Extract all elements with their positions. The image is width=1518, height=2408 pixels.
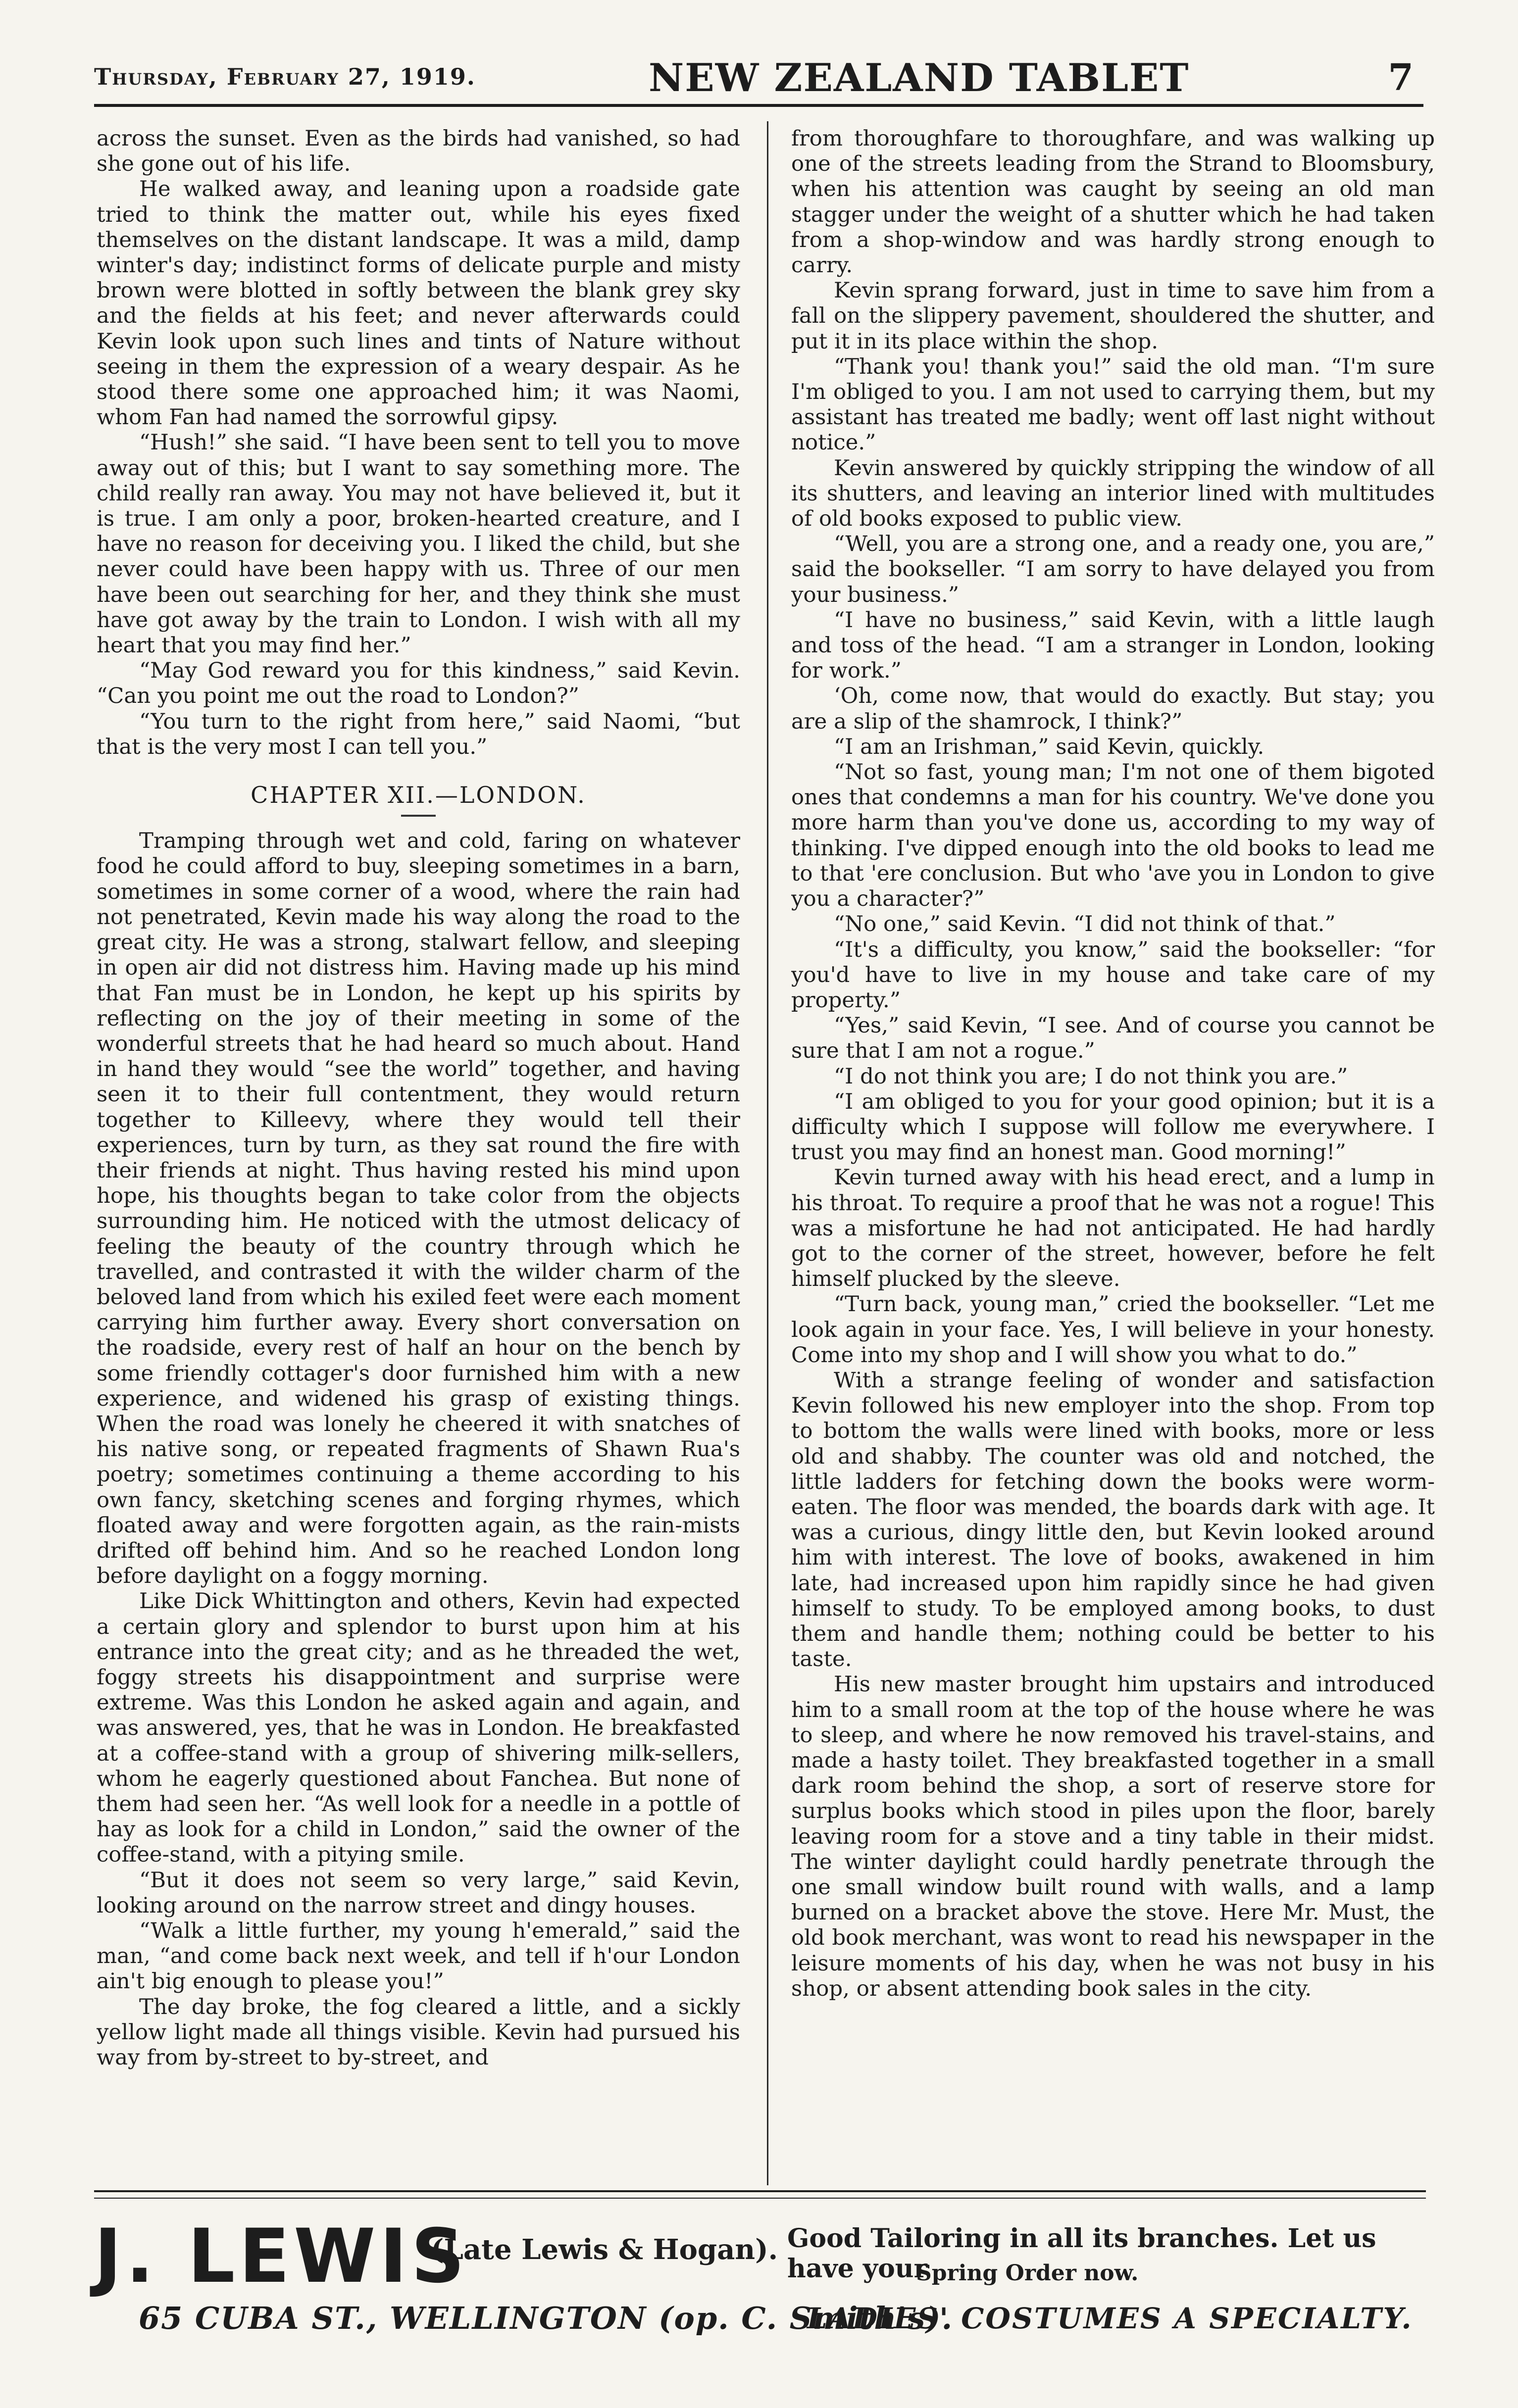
paragraph: from thoroughfare to thoroughfare, and was walking up one of the streets leading from the Strand to Bloomsbury, when his attention was caught by seeing an old man stagger under the weight of a shutter which he had taken from a shop-window and was hardly strong enough to carry. <box>791 126 1435 278</box>
paragraph: “You turn to the right from here,” said Naomi, “but that is the very most I can tell you.” <box>97 709 740 759</box>
issue-date: Thursday, February 27, 1919. <box>94 63 476 90</box>
paragraph: With a strange feeling of wonder and satisfaction Kevin followed his new employer into the shop. From top to bottom the walls were lined with books, more or less old and shabby. The counter was old and notched, the little ladders for fetching down the books were worm-eaten. The floor was mended, the boards dark with age. It was a curious, dingy little den, but Kevin looked around him with interest. The love of books, awakened in him late, had increased upon him rapidly since he had given himself to study. To be employed among books, to dust them and handle them; nothing could be better to his taste. <box>791 1368 1435 1672</box>
paragraph: His new master brought him upstairs and introduced him to a small room at the top of the house where he was to sleep, and where he now removed his travel-stains, and made a hasty toilet. They breakfasted together in a small dark room behind the shop, a sort of reserve store for surplus books which stood in piles upon the floor, barely leaving room for a stove and a tiny table in their midst. The winter daylight could hardly penetrate through the one small window built round with walls, and a lamp burned on a bracket above the stove. Here Mr. Must, the old book merchant, was wont to read his newspaper in the leisure moments of his day, when he was not busy in his shop, or absent attending book sales in the city. <box>791 1672 1435 2001</box>
advertisement-specialty: LADIES' COSTUMES A SPECIALTY. <box>807 2302 1413 2335</box>
paragraph: “Not so fast, young man; I'm not one of them bigoted ones that condemns a man for his country. We've done you more harm than you've done us, according to my way of thinking. I've dipped enough into the old books to lead me to that 'ere conclusion. But who 'ave you in London to give you a character?” <box>791 760 1435 912</box>
left-column <box>97 126 740 2175</box>
paragraph: ‘Oh, come now, that would do exactly. But stay; you are a slip of the shamrock, I think?” <box>791 684 1435 734</box>
paragraph: Like Dick Whittington and others, Kevin had expected a certain glory and splendor to burst upon him at his entrance into the great city; and as he threaded the wet, foggy streets his disappointment and surprise were extreme. Was this London he asked again and again, and was answered, yes, that he was in London. He breakfasted at a coffee-stand with a group of shivering milk-sellers, whom he eagerly questioned about Fanchea. But none of them had seen her. “As well look for a needle in a pottle of hay as look for a child in London,” said the owner of the coffee-stand, with a pitying smile. <box>97 1589 740 1867</box>
paragraph: “Thank you! thank you!” said the old man. “I'm sure I'm obliged to you. I am not used to carrying them, but my assistant has treated me badly; went off last night without notice.” <box>791 354 1435 455</box>
advertisement-tagline: Spring Order now. <box>916 2261 1139 2286</box>
paragraph: “I do not think you are; I do not think you are.” <box>834 1064 1348 1089</box>
paragraph: “May God reward you for this kindness,” said Kevin. “Can you point me out the road to London?” <box>97 658 740 709</box>
paragraph: “I am an Irishman,” said Kevin, quickly. <box>834 734 1265 759</box>
paragraph: Kevin turned away with his head erect, and a lump in his throat. To require a proof that he was not a rogue! This was a misfortune he had not anticipated. He had hardly got to the corner of the street, however, before he felt himself plucked by the sleeve. <box>791 1165 1435 1292</box>
paragraph: “Walk a little further, my young h'emerald,” said the man, “and come back next week, and tell if h'our London ain't big enough to please you!” <box>97 1918 740 1994</box>
advertiser-address: 65 CUBA ST., WELLINGTON (op. C. Smith's). <box>139 2300 954 2336</box>
chapter-divider <box>401 815 436 817</box>
newspaper-title: NEW ZEALAND TABLET <box>649 55 1190 100</box>
advertisement <box>94 2213 1426 2362</box>
advertiser-name: J. LEWIS <box>94 2213 469 2300</box>
advertisement-tagline: Good Tailoring in all its branches. Let us have your <box>787 2223 1376 2284</box>
paragraph: Kevin answered by quickly stripping the window of all its shutters, and leaving an interior lined with multitudes of old books exposed to public view. <box>791 455 1435 532</box>
paragraph: across the sunset. Even as the birds had vanished, so had she gone out of his life. <box>97 126 740 177</box>
paragraph: “I have no business,” said Kevin, with a little laugh and toss of the head. “I am a stranger in London, looking for work.” <box>791 607 1435 684</box>
right-column <box>791 126 1435 2175</box>
paragraph: Tramping through wet and cold, faring on whatever food he could afford to buy, sleeping sometimes in a barn, sometimes in some corner of a wood, where the rain had not penetrated, Kevin made his way along the road to the great city. He was a strong, stalwart fellow, and sleeping in open air did not distress him. Having made up his mind that Fan must be in London, he kept up his spirits by reflecting on the joy of their meeting in some of the wonderful streets that he had heard so much about. Hand in hand they would “see the world” together, and having seen it to their full contentment, they would return together to Killeevy, where they would tell their experiences, turn by turn, as they sat round the fire with their friends at night. Thus having rested his mind upon hope, his thoughts began to take color from the objects surrounding him. He noticed with the utmost delicacy of feeling the beauty of the country through which he travelled, and contrasted it with the wilder charm of the beloved land from which his exiled feet were each moment carrying him further away. Every short conversation on the roadside, every rest of half an hour on the bench by some friendly cottager's door furnished him with a new experience, and widened his grasp of existing things. When the road was lonely he cheered it with snatches of his native song, or repeated fragments of Shawn Rua's poetry; sometimes continuing a theme according to his own fancy, sketching scenes and forging rhymes, which floated away and were forgotten again, as the rain-mists drifted off behind him. And so he reached London long before daylight on a foggy morning. <box>97 829 740 1589</box>
paragraph: “No one,” said Kevin. “I did not think of that.” <box>834 912 1336 937</box>
paragraph: “It's a difficulty, you know,” said the bookseller: “for you'd have to live in my house and take care of my property.” <box>791 937 1435 1013</box>
paragraph: Kevin sprang forward, just in time to save him from a fall on the slippery pavement, shouldered the shutter, and put it in its place within the shop. <box>791 278 1435 354</box>
paragraph: “Hush!” she said. “I have been sent to tell you to move away out of this; but I want to say something more. The child really ran away. You may not have believed it, but it is true. I am only a poor, broken-hearted creature, and I have no reason for deceiving you. I liked the child, but she never could have been happy with us. Three of our men have been out searching for her, and they think she must have got away by the train to London. I wish with all my heart that you may find her.” <box>97 430 740 658</box>
paragraph: “Yes,” said Kevin, “I see. And of course you cannot be sure that I am not a rogue.” <box>791 1013 1435 1064</box>
page-number: 7 <box>1388 56 1414 99</box>
page-header <box>94 49 1423 107</box>
footer-rule-top <box>94 2190 1426 2192</box>
paragraph: “Well, you are a strong one, and a ready one, you are,” said the bookseller. “I am sorry to have delayed you from your business.” <box>791 532 1435 607</box>
paragraph: “I am obliged to you for your good opinion; but it is a difficulty which I suppose will follow me everywhere. I trust you may find an honest man. Good morning!” <box>791 1089 1435 1165</box>
paragraph: “Turn back, young man,” cried the bookseller. “Let me look again in your face. Yes, I will believe in your honesty. Come into my shop and I will show you what to do.” <box>791 1292 1435 1368</box>
column-divider <box>767 121 768 2185</box>
paragraph: “But it does not seem so very large,” said Kevin, looking around on the narrow street and dingy houses. <box>97 1867 740 1918</box>
paragraph: The day broke, the fog cleared a little, and a sickly yellow light made all things visible. Kevin had pursued his way from by-street to by-street, and <box>97 1994 740 2070</box>
advertiser-formerly: (Late Lewis & Hogan). <box>431 2233 778 2266</box>
footer-rule-thin <box>94 2198 1426 2199</box>
paragraph: He walked away, and leaning upon a roadside gate tried to think the matter out, while his eyes fixed themselves on the distant landscape. It was a mild, damp winter's day; indistinct forms of delicate purple and misty brown were blotted in softly between the blank grey sky and the fields at his feet; and never afterwards could Kevin look upon such lines and tints of Nature without seeing in them the expression of a weary despair. As he stood there some one approached him; it was Naomi, whom Fan had named the sorrowful gipsy. <box>97 177 740 430</box>
chapter-heading: CHAPTER XII.—LONDON. <box>251 782 586 809</box>
